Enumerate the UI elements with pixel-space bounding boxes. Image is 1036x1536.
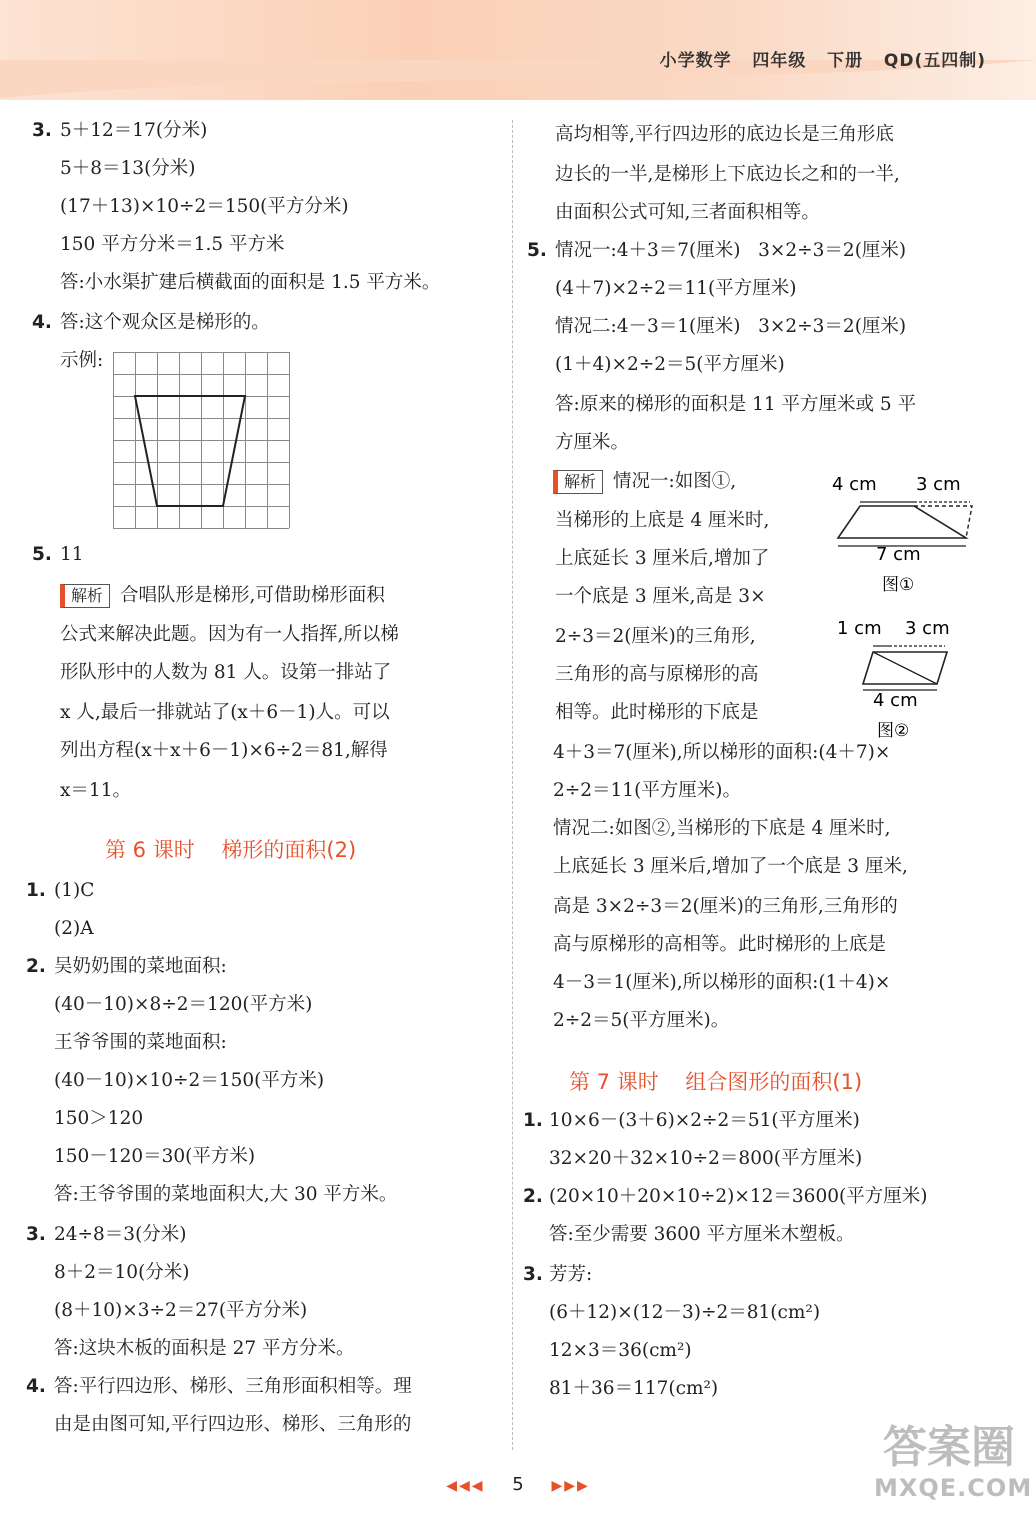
analysis-line: 4＋3＝7(厘米),所以梯形的面积:(4＋7)× — [553, 742, 891, 763]
question-number: 4. — [26, 1376, 46, 1397]
answer-line: (4＋7)×2÷2＝11(平方厘米) — [555, 278, 797, 299]
continued-line: 由面积公式可知,三者面积相等。 — [555, 202, 820, 223]
answer-line: 答:这个观众区是梯形的。 — [60, 312, 270, 333]
analysis-line: 一个底是 3 厘米,高是 3× — [555, 586, 766, 607]
answer-line: 10×6－(3＋6)×2÷2＝51(平方厘米) — [549, 1110, 860, 1131]
answer-line: 答:平行四边形、梯形、三角形面积相等。理 — [54, 1376, 412, 1397]
question-number: 1. — [523, 1110, 543, 1131]
question-number: 3. — [32, 120, 52, 141]
analysis-line: 列出方程(x＋x＋6－1)×6÷2＝81,解得 — [60, 740, 388, 761]
figure-2 — [833, 612, 983, 744]
analysis-line: 解析 情况一:如图①, — [553, 470, 736, 494]
fig2-top-right-label: 3 cm — [905, 618, 950, 639]
fig1-top-left-label: 4 cm — [832, 474, 877, 495]
column-divider — [512, 120, 513, 1450]
next-arrows-icon: ▶▶▶ — [551, 1478, 590, 1494]
answer-line: 150＞120 — [54, 1108, 144, 1129]
question-number: 3. — [523, 1264, 543, 1285]
question-number: 2. — [26, 956, 46, 977]
answer-line: 8＋2＝10(分米) — [54, 1262, 190, 1283]
watermark-top-text: 答案圈 — [883, 1422, 1015, 1473]
header-title: 小学数学 四年级 下册 QD(五四制) — [659, 51, 986, 71]
watermark-bottom-text: MXQE.COM — [874, 1474, 1033, 1502]
grid-lines — [113, 352, 290, 529]
answer-line: 情况一:4＋3＝7(厘米) 3×2÷3＝2(厘米) — [555, 240, 907, 261]
answer-line: (8＋10)×3÷2＝27(平方分米) — [54, 1300, 308, 1321]
fig2-caption: 图② — [877, 721, 910, 741]
fig2-diagonal — [873, 652, 937, 684]
analysis-line: x＝11。 — [60, 780, 131, 801]
answer-line: (40－10)×10÷2＝150(平方米) — [54, 1070, 325, 1091]
answer-line: (1＋4)×2÷2＝5(平方厘米) — [555, 354, 785, 375]
answer-line: (40－10)×8÷2＝120(平方米) — [54, 994, 313, 1015]
fig2-bottom-label: 4 cm — [873, 690, 918, 711]
answer-line: 情况二:4－3＝1(厘米) 3×2÷3＝2(厘米) — [555, 316, 907, 337]
answer-label: 芳芳: — [549, 1264, 593, 1285]
answer-line: 方厘米。 — [555, 432, 630, 453]
watermark — [874, 1422, 1033, 1522]
answer-line: (20×10＋20×10÷2)×12＝3600(平方厘米) — [549, 1186, 928, 1207]
answer-line: 24÷8＝3(分米) — [54, 1224, 187, 1245]
answer-line: 81＋36＝117(cm²) — [549, 1378, 719, 1399]
question-number: 3. — [26, 1224, 46, 1245]
answer-line: 答:这块木板的面积是 27 平方分米。 — [54, 1338, 355, 1359]
answer-line: 150 平方分米＝1.5 平方米 — [60, 234, 285, 255]
analysis-line: 当梯形的上底是 4 厘米时, — [555, 510, 770, 531]
analysis-line: 上底延长 3 厘米后,增加了一个底是 3 厘米, — [553, 856, 908, 877]
answer-line: 32×20＋32×10÷2＝800(平方厘米) — [549, 1148, 863, 1169]
answer-line: 答:王爷爷围的菜地面积大,大 30 平方米。 — [54, 1184, 398, 1205]
analysis-line: 相等。此时梯形的下底是 — [555, 702, 759, 723]
continued-line: 高均相等,平行四边形的底边长是三角形底 — [555, 124, 894, 145]
section-title-lesson-7: 第 7 课时 组合图形的面积(1) — [569, 1070, 863, 1094]
answer-line: (6＋12)×(12－3)÷2＝81(cm²) — [549, 1302, 821, 1323]
answer-line: 答:小水渠扩建后横截面的面积是 1.5 平方米。 — [60, 272, 441, 293]
analysis-line: 解析 合唱队形是梯形,可借助梯形面积 — [60, 584, 385, 608]
analysis-line: 2÷2＝11(平方厘米)。 — [553, 780, 742, 801]
fig1-top-right-label: 3 cm — [916, 474, 961, 495]
question-number: 5. — [32, 544, 52, 565]
answer-line: 11 — [60, 544, 84, 565]
analysis-line: 2÷3＝2(厘米)的三角形, — [555, 626, 756, 647]
question-number: 2. — [523, 1186, 543, 1207]
prev-arrows-icon: ◀◀◀ — [446, 1478, 485, 1494]
answer-line: (2)A — [54, 918, 94, 939]
trapezoid-grid-figure — [113, 352, 293, 530]
analysis-line: 高是 3×2÷3＝2(厘米)的三角形,三角形的 — [553, 896, 898, 917]
answer-line: 150－120＝30(平方米) — [54, 1146, 256, 1167]
fig1-bottom-label: 7 cm — [876, 544, 921, 565]
answer-line: 吴奶奶围的菜地面积: — [54, 956, 227, 977]
analysis-line: x 人,最后一排就站了(x＋6－1)人。可以 — [60, 702, 390, 723]
answer-line: 答:原来的梯形的面积是 11 平方厘米或 5 平 — [555, 394, 917, 415]
continued-line: 边长的一半,是梯形上下底边长之和的一半, — [555, 164, 900, 185]
answer-line: (17＋13)×10÷2＝150(平方分米) — [60, 196, 349, 217]
question-number: 4. — [32, 312, 52, 333]
question-number: 5. — [527, 240, 547, 261]
analysis-line: 上底延长 3 厘米后,增加了 — [555, 548, 770, 569]
answer-line: (1)C — [54, 880, 95, 901]
fig2-top-left-label: 1 cm — [837, 618, 882, 639]
analysis-line: 高与原梯形的高相等。此时梯形的上底是 — [553, 934, 887, 955]
analysis-line: 2÷2＝5(平方厘米)。 — [553, 1010, 730, 1031]
section-title-lesson-6: 第 6 课时 梯形的面积(2) — [105, 838, 357, 862]
analysis-line: 4－3＝1(厘米),所以梯形的面积:(1＋4)× — [553, 972, 891, 993]
example-label: 示例: — [60, 350, 104, 371]
trapezoid-shape — [135, 396, 245, 506]
answer-line: 王爷爷围的菜地面积: — [54, 1032, 227, 1053]
answer-line: 12×3＝36(cm²) — [549, 1340, 692, 1361]
answer-line: 由是由图可知,平行四边形、梯形、三角形的 — [54, 1414, 412, 1435]
answer-line: 5＋12＝17(分米) — [60, 120, 208, 141]
page-number: 5 — [512, 1474, 524, 1495]
question-number: 1. — [26, 880, 46, 901]
answer-line: 5＋8＝13(分米) — [60, 158, 196, 179]
figure-1 — [830, 468, 988, 600]
analysis-tag: 解析 — [60, 584, 110, 608]
analysis-line: 形队形中的人数为 81 人。设第一排站了 — [60, 662, 392, 683]
analysis-line: 三角形的高与原梯形的高 — [555, 664, 759, 685]
analysis-line: 情况二:如图②,当梯形的下底是 4 厘米时, — [553, 818, 891, 839]
fig1-trapezoid — [838, 506, 966, 538]
analysis-line: 公式来解决此题。因为有一人指挥,所以梯 — [60, 624, 399, 645]
fig1-caption: 图① — [882, 575, 915, 595]
analysis-tag: 解析 — [553, 470, 603, 494]
answer-line: 答:至少需要 3600 平方厘米木塑板。 — [549, 1224, 855, 1245]
